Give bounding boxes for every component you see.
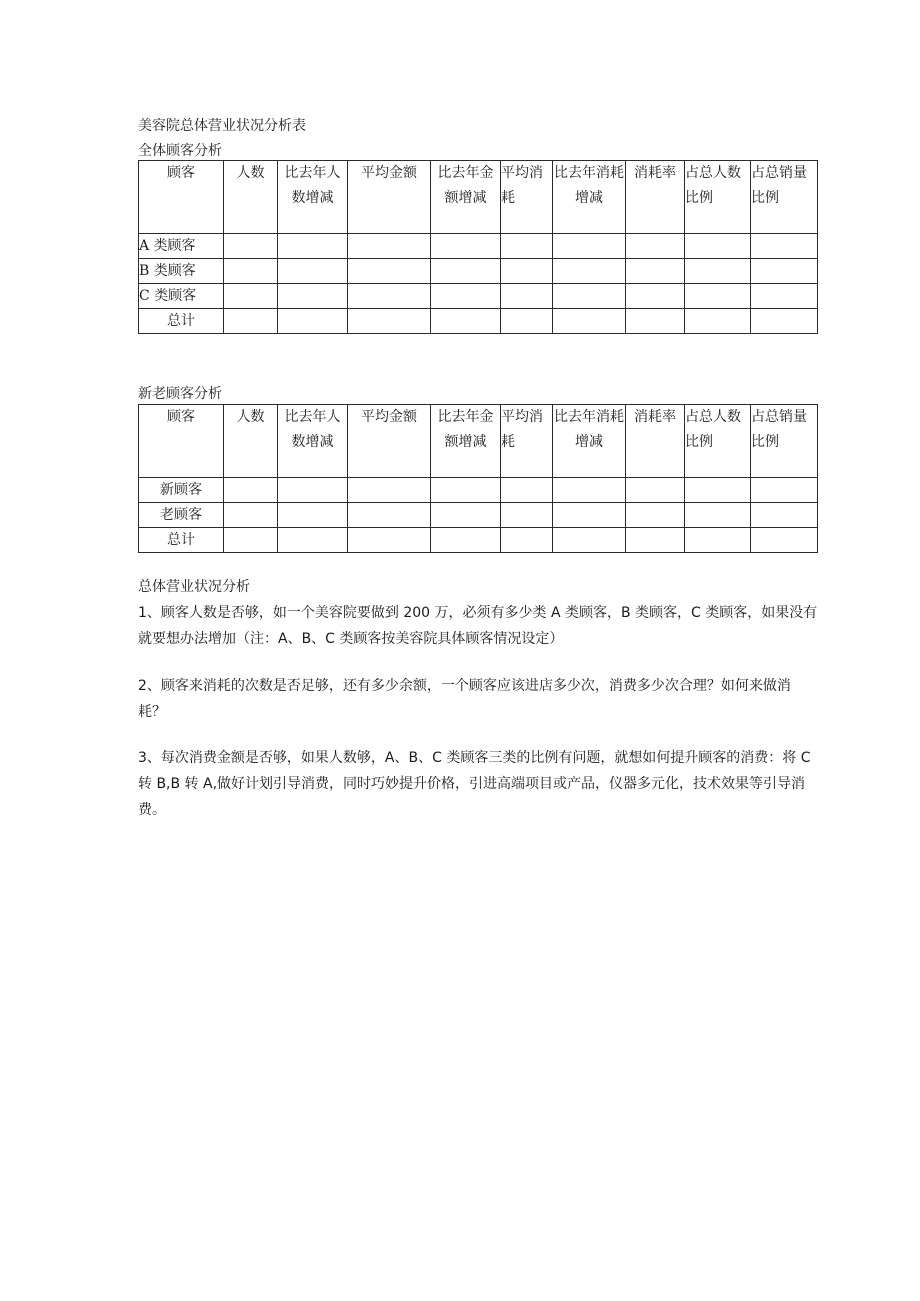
table-cell (224, 528, 278, 553)
table-cell (278, 284, 348, 309)
table-cell (278, 503, 348, 528)
table-cell (553, 284, 626, 309)
table-row (139, 478, 818, 503)
header-customer: 顾客 (139, 161, 224, 234)
table-cell (685, 528, 751, 553)
table-cell (685, 259, 751, 284)
table-cell (501, 528, 553, 553)
header-count-change: 比去年人数增减 (278, 161, 348, 234)
analysis-paragraph-3: 3、每次消费金额是否够，如果人数够，A、B、C 类顾客三类的比例有问题，就想如何提升顾客的消费：将 C 转 B,B 转 A,做好计划引导消费，同时巧妙提升价格，引进高端项目或产品，仪器多元化，技术效果等引导消费。 (138, 750, 811, 818)
table-cell (553, 503, 626, 528)
row-label-old: 老顾客 (139, 503, 224, 528)
table-cell (626, 528, 685, 553)
table-cell (501, 259, 553, 284)
table-row (139, 234, 818, 259)
table1-caption: 全体顾客分析 (138, 143, 222, 159)
table-cell (626, 234, 685, 259)
row-label-a: A 类顾客 (139, 234, 224, 259)
table-cell (685, 234, 751, 259)
table-cell (348, 478, 431, 503)
table-cell (501, 309, 553, 334)
table-cell (348, 234, 431, 259)
table2-caption: 新老顾客分析 (138, 386, 222, 402)
table-cell (224, 503, 278, 528)
table-cell (224, 234, 278, 259)
row-label-total: 总计 (139, 309, 224, 334)
row-label-new: 新顾客 (139, 478, 224, 503)
table2-header-row (139, 405, 818, 478)
analysis-paragraph-1: 1、顾客人数是否够，如一个美容院要做到 200 万，必须有多少类 A 类顾客，B 类顾客，C 类顾客，如果没有就要想办法增加（注：A、B、C 类顾客按美容院具体顾客情况设定） (138, 605, 818, 647)
table-cell (278, 478, 348, 503)
table-row (139, 309, 818, 334)
table-row (139, 528, 818, 553)
table-cell (431, 234, 501, 259)
header-headcount-ratio: 占总人数比例 (685, 161, 751, 234)
table-cell (751, 478, 818, 503)
header-consumption-rate: 消耗率 (626, 161, 685, 234)
header-count: 人数 (224, 405, 278, 478)
header-sales-ratio: 占总销量比例 (751, 161, 818, 234)
table1-header-row (139, 161, 818, 234)
header-customer: 顾客 (139, 405, 224, 478)
table-cell (431, 528, 501, 553)
table-cell (501, 478, 553, 503)
table-cell (626, 309, 685, 334)
table-cell (431, 259, 501, 284)
table-cell (751, 259, 818, 284)
table-cell (685, 309, 751, 334)
table-cell (224, 309, 278, 334)
table-cell (626, 259, 685, 284)
table-cell (553, 234, 626, 259)
table-cell (348, 284, 431, 309)
table-row (139, 284, 818, 309)
table-cell (278, 234, 348, 259)
table-cell (626, 503, 685, 528)
header-avg-amount: 平均金额 (348, 405, 431, 478)
table-cell (431, 284, 501, 309)
header-avg-consumption: 平均消耗 (501, 161, 553, 234)
header-consumption-change: 比去年消耗增减 (553, 405, 626, 478)
table-cell (553, 528, 626, 553)
table-cell (685, 478, 751, 503)
header-headcount-ratio: 占总人数比例 (685, 405, 751, 478)
table-cell (278, 309, 348, 334)
table-cell (224, 284, 278, 309)
page-title: 美容院总体营业状况分析表 (138, 118, 306, 134)
header-amount-change: 比去年金额增减 (431, 161, 501, 234)
table-cell (431, 309, 501, 334)
table-cell (224, 259, 278, 284)
header-sales-ratio: 占总销量比例 (751, 405, 818, 478)
table-cell (278, 528, 348, 553)
all-customers-table (138, 160, 818, 334)
table-cell (751, 503, 818, 528)
header-avg-consumption: 平均消耗 (501, 405, 553, 478)
row-label-total: 总计 (139, 528, 224, 553)
table-cell (626, 478, 685, 503)
header-avg-amount: 平均金额 (348, 161, 431, 234)
table-cell (501, 503, 553, 528)
table-cell (348, 259, 431, 284)
table-cell (553, 478, 626, 503)
table-cell (278, 259, 348, 284)
table-cell (501, 234, 553, 259)
row-label-b: B 类顾客 (139, 259, 224, 284)
header-amount-change: 比去年金额增减 (431, 405, 501, 478)
header-consumption-change: 比去年消耗增减 (553, 161, 626, 234)
table-cell (751, 284, 818, 309)
table-cell (553, 259, 626, 284)
header-consumption-rate: 消耗率 (626, 405, 685, 478)
table-cell (751, 309, 818, 334)
table-cell (751, 528, 818, 553)
table-cell (431, 478, 501, 503)
table-cell (501, 284, 553, 309)
analysis-paragraph-2: 2、顾客来消耗的次数是否足够，还有多少余额，一个顾客应该进店多少次，消费多少次合理？如何来做消耗？ (138, 678, 791, 720)
table-cell (685, 284, 751, 309)
table-cell (224, 478, 278, 503)
table-cell (685, 503, 751, 528)
table-row (139, 259, 818, 284)
table-row (139, 503, 818, 528)
header-count: 人数 (224, 161, 278, 234)
row-label-c: C 类顾客 (139, 284, 224, 309)
table-cell (431, 503, 501, 528)
table-cell (348, 503, 431, 528)
table-cell (626, 284, 685, 309)
table-cell (751, 234, 818, 259)
new-old-customers-table (138, 404, 818, 553)
header-count-change: 比去年人数增减 (278, 405, 348, 478)
analysis-heading: 总体营业状况分析 (138, 579, 250, 595)
table-cell (348, 309, 431, 334)
table-cell (553, 309, 626, 334)
table-cell (348, 528, 431, 553)
